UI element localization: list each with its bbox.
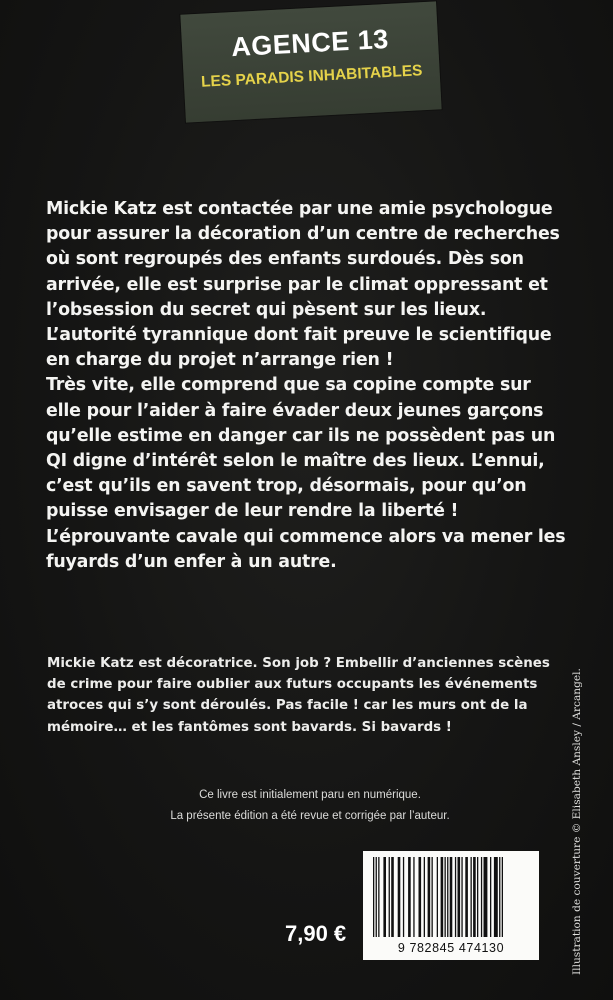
book-subtitle: LES PARADIS INHABITABLES [200, 62, 423, 91]
synopsis-paragraph: Mickie Katz est contactée par une amie psychologue pour assurer la décoration d’un centre de recherches où sont regroupés des enfants surdoués. Dès son arrivée, elle est surprise par le climat oppressant et l’obsession du secret qui pèsent sur les lieux. L’autorité tyrannique dont fait preuve le scientifique en charge du projet n’arrange rien ! [46, 199, 560, 371]
edition-note-line: La présente édition a été revue et corrigée par l’auteur. [170, 810, 450, 822]
cover-credit: Illustration de couverture © Elisabeth Ansley / Arcangel. [571, 668, 583, 975]
isbn-barcode [363, 851, 539, 960]
barcode-bar [403, 857, 404, 937]
barcode-bar [502, 857, 503, 937]
barcode-bar [413, 857, 414, 937]
barcode-bar [432, 857, 433, 937]
price: 7,90 € [285, 921, 347, 946]
barcode-bar [494, 857, 498, 937]
barcode-bar [419, 857, 422, 937]
barcode-bar [490, 857, 491, 937]
barcode-bar [477, 857, 478, 937]
synopsis-paragraph: L’éprouvante cavale qui commence alors va mener les fuyards d’un enfer à un autre. [46, 526, 566, 572]
isbn-number: 9 782845 474130 [397, 941, 505, 955]
barcode-bar [499, 857, 500, 937]
barcode-bar [447, 857, 448, 937]
synopsis [46, 197, 566, 575]
barcode-bar [408, 857, 411, 937]
title-banner [180, 1, 441, 122]
barcode-bar [376, 857, 377, 937]
barcode-bar [458, 857, 461, 937]
series-title: AGENCE 13 [230, 23, 390, 63]
barcode-bar [450, 857, 453, 937]
barcode-bar [389, 857, 390, 937]
barcode-bar [383, 857, 386, 937]
edition-note [110, 785, 510, 827]
synopsis-paragraph: Très vite, elle comprend que sa copine compte sur elle pour l’aider à faire évader deux jeunes garçons qu’elle estime en danger car ils ne possèdent pas un QI digne d’intérêt selon le maître des lieux. L’ennui, c’est qu’ils en savent trop, désormais, pour qu’on puisse envisager de leur rendre la liberté ! [46, 375, 556, 522]
edition-note-line: Ce livre est initialement paru en numérique. [199, 789, 421, 801]
barcode-bar [428, 857, 431, 937]
tagline: Mickie Katz est décoratrice. Son job ? Embellir d’anciennes scènes de crime pour faire oublier aux futurs occupants les événements atroces qui s’y sont déroulés. Pas facile ! car les murs ont de la mémoire… et les fantômes sont bavards. Si bavards ! [47, 656, 550, 735]
barcode-bar [484, 857, 488, 937]
barcode-bar [465, 857, 468, 937]
barcode-bar [441, 857, 444, 937]
barcode-bar [378, 857, 379, 937]
barcode-bar [373, 857, 374, 937]
barcode-bar [461, 857, 462, 937]
barcode-bar [445, 857, 446, 937]
barcode-bar [391, 857, 394, 937]
barcode-bar [481, 857, 482, 937]
barcode-bar [473, 857, 476, 937]
barcode-bar [437, 857, 438, 937]
barcode-bar [398, 857, 401, 937]
barcode-bar [455, 857, 456, 937]
barcode-bar [471, 857, 472, 937]
barcode-bar [424, 857, 425, 937]
